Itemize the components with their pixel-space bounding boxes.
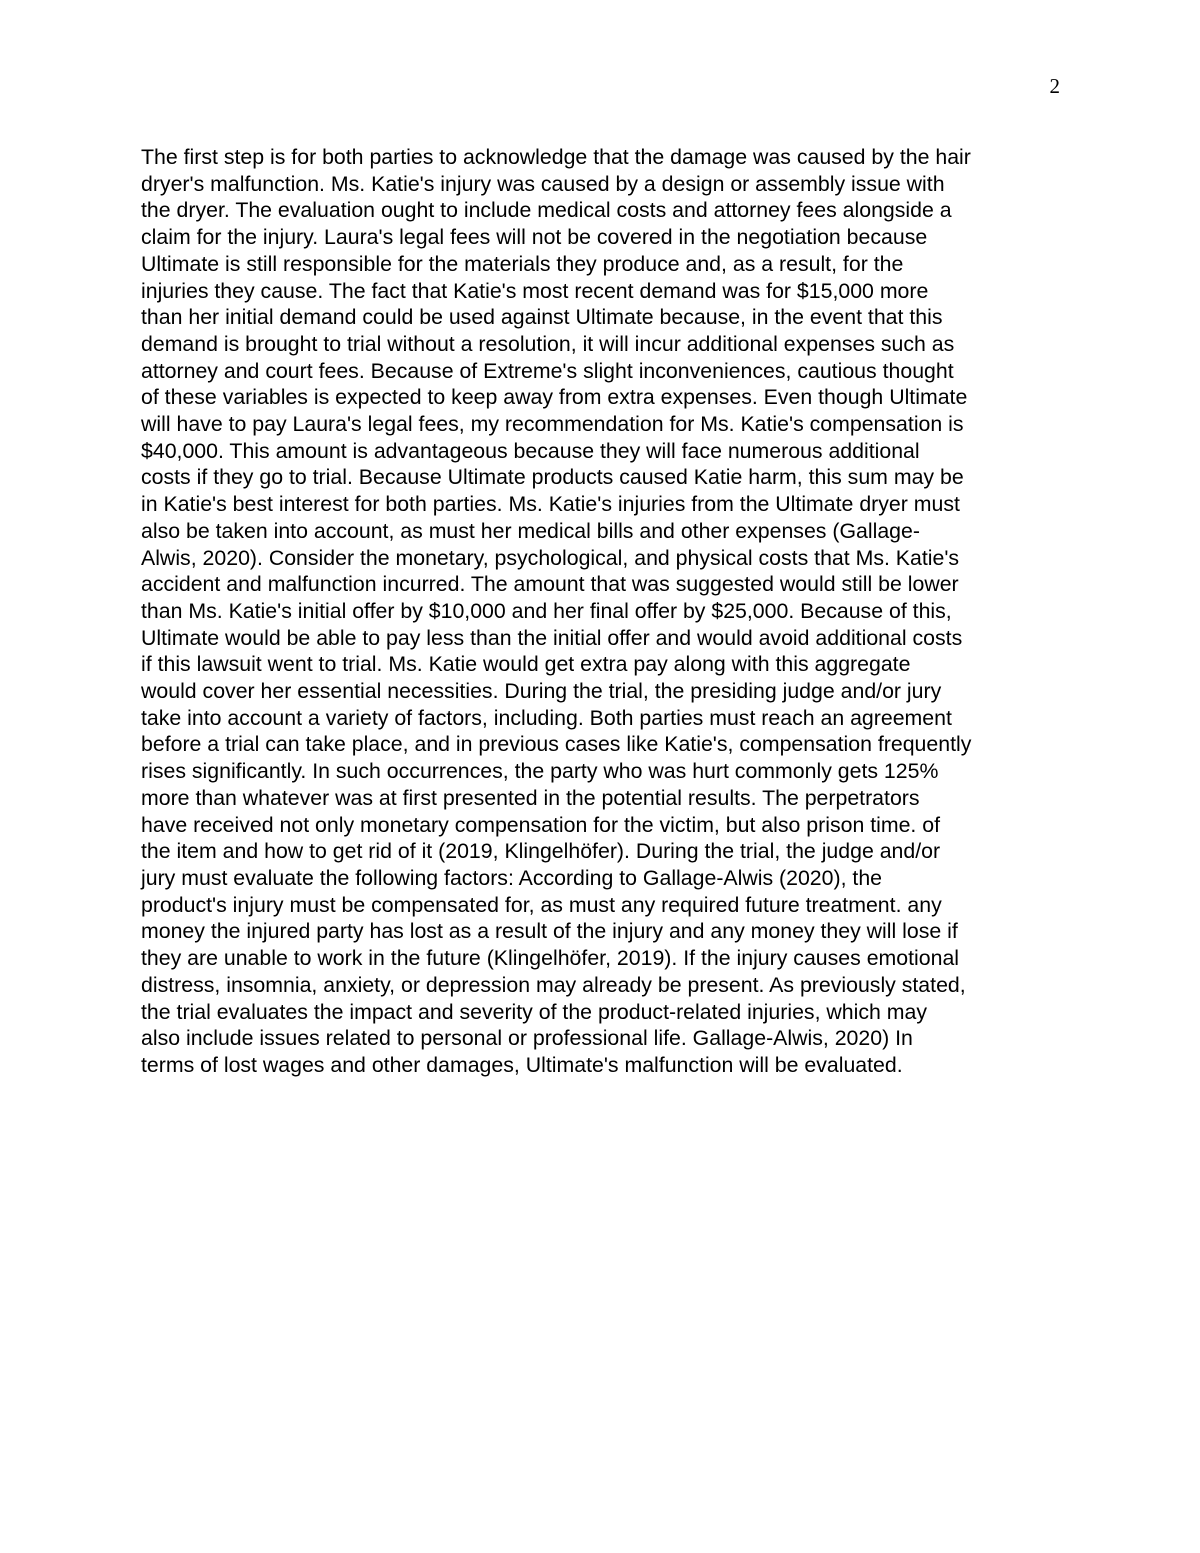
paragraph-line: $40,000. This amount is advantageous because they will face numerous additional [141,438,920,463]
paragraph-line: also include issues related to personal or professional life. Gallage-Alwis, 2020) In [141,1026,913,1051]
paragraph-line: terms of lost wages and other damages, Ultimate's malfunction will be evaluated. [141,1052,903,1077]
paragraph-line: also be taken into account, as must her medical bills and other expenses (Gallage- [141,518,920,543]
paragraph-line: dryer's malfunction. Ms. Katie's injury was caused by a design or assembly issue with [141,171,945,196]
paragraph-line: Alwis, 2020). Consider the monetary, psychological, and physical costs that Ms. Katie's [141,545,960,570]
page-number: 2 [1049,74,1060,98]
paragraph-line: if this lawsuit went to trial. Ms. Katie would get extra pay along with this aggregate [141,652,911,677]
paragraph-line: distress, insomnia, anxiety, or depression may already be present. As previously stated, [141,972,966,997]
paragraph-line: injuries they cause. The fact that Katie's most recent demand was for $15,000 more [141,278,929,303]
body-paragraph [141,144,1071,1079]
paragraph-line: demand is brought to trial without a resolution, it will incur additional expenses such as [141,331,955,356]
paragraph-line: take into account a variety of factors, including. Both parties must reach an agreement [141,705,952,730]
paragraph-line: claim for the injury. Laura's legal fees will not be covered in the negotiation because [141,225,928,250]
paragraph-line: the dryer. The evaluation ought to include medical costs and attorney fees alongside a [141,198,952,223]
paragraph-line: more than whatever was at first presented in the potential results. The perpetrators [141,785,920,810]
paragraph-line: before a trial can take place, and in previous cases like Katie's, compensation frequently [141,732,972,757]
paragraph-line: would cover her essential necessities. During the trial, the presiding judge and/or jury [141,679,942,704]
paragraph-line: the trial evaluates the impact and severity of the product-related injuries, which may [141,999,928,1024]
paragraph-line: than her initial demand could be used against Ultimate because, in the event that this [141,305,943,330]
paragraph-line: costs if they go to trial. Because Ultimate products caused Katie harm, this sum may be [141,465,964,490]
paragraph-line: jury must evaluate the following factors: According to Gallage-Alwis (2020), the [141,865,883,890]
paragraph-line: accident and malfunction incurred. The amount that was suggested would still be lower [141,572,959,597]
paragraph-line: than Ms. Katie's initial offer by $10,000 and her final offer by $25,000. Because of this, [141,598,952,623]
paragraph-line: they are unable to work in the future (Klingelhöfer, 2019). If the injury causes emotional [141,946,960,971]
paragraph-line: the item and how to get rid of it (2019, Klingelhöfer). During the trial, the judge and/or [141,839,941,864]
paragraph-line: Ultimate is still responsible for the materials they produce and, as a result, for the [141,251,904,276]
paragraph-line: rises significantly. In such occurrences, the party who was hurt commonly gets 125% [141,759,939,784]
paragraph-line: The first step is for both parties to acknowledge that the damage was caused by the hair [141,145,971,169]
paragraph-line: will have to pay Laura's legal fees, my recommendation for Ms. Katie's compensation is [141,412,964,437]
paragraph-line: money the injured party has lost as a result of the injury and any money they will lose if [141,919,958,944]
paragraph-line: of these variables is expected to keep away from extra expenses. Even though Ultimate [141,385,968,410]
paragraph-line: attorney and court fees. Because of Extreme's slight inconveniences, cautious thought [141,358,954,383]
paragraph-line: in Katie's best interest for both parties. Ms. Katie's injuries from the Ultimate dryer must [141,492,960,517]
paragraph-line: product's injury must be compensated for, as must any required future treatment. any [141,892,942,917]
paragraph-line: Ultimate would be able to pay less than the initial offer and would avoid additional costs [141,625,963,650]
paragraph-line: have received not only monetary compensation for the victim, but also prison time. of [141,812,941,837]
